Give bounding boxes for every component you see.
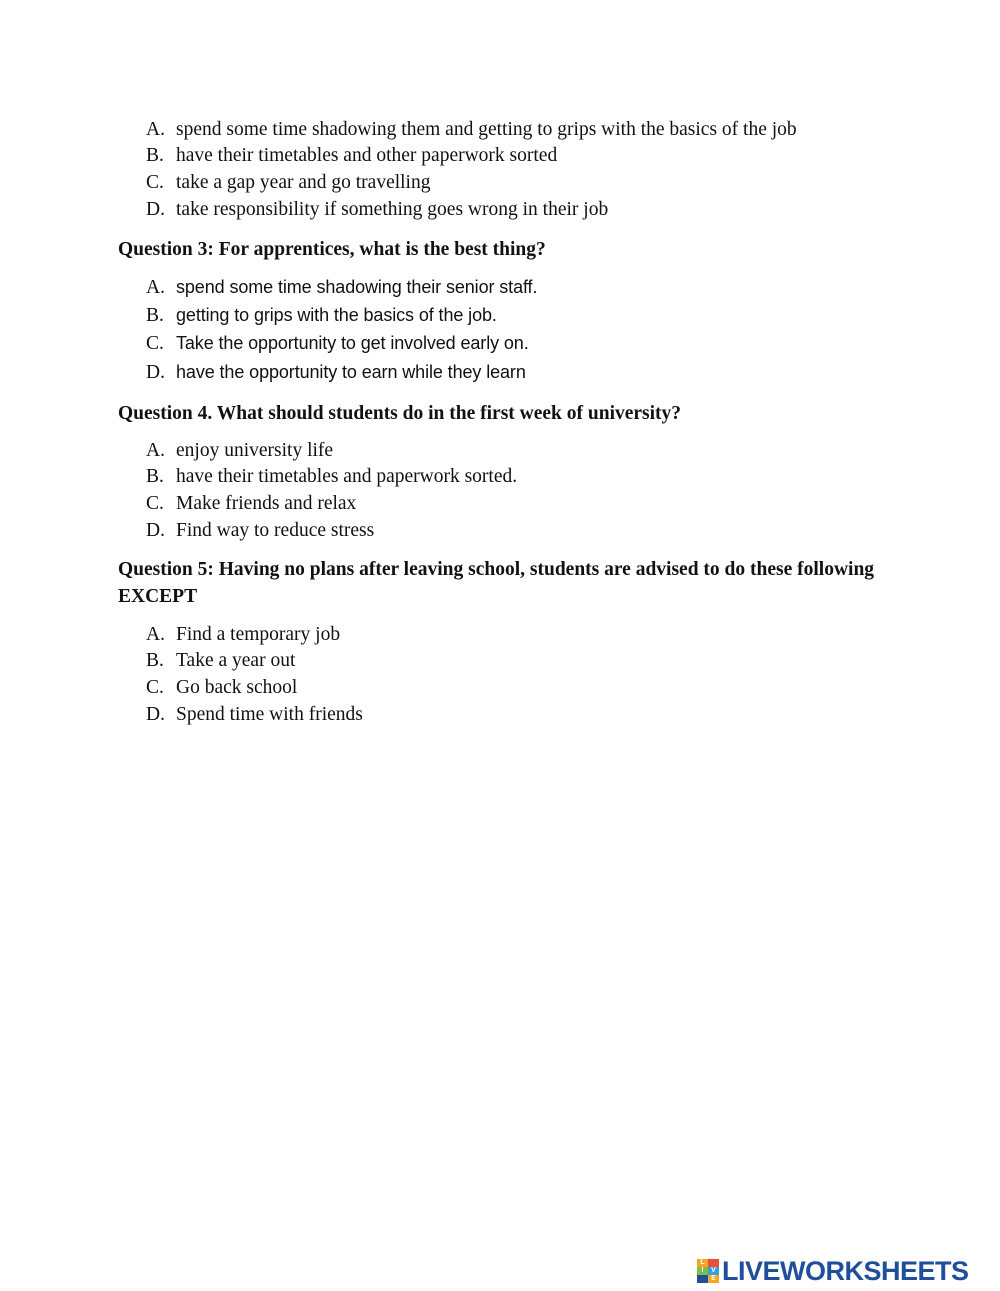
logo-icon-tile: V: [708, 1267, 719, 1275]
option-text: enjoy university life: [176, 440, 334, 461]
option-text: Take the opportunity to get involved early on.: [176, 333, 529, 353]
option-letter: D.: [146, 199, 165, 220]
question-5-title: Question 5: Having no plans after leaving school, students are advised to do these following EXCEPT: [118, 559, 875, 607]
question-3-title: Question 3: For apprentices, what is the best thing?: [118, 239, 546, 260]
option-letter: C.: [146, 493, 164, 514]
option-letter: B.: [146, 650, 164, 671]
option-text: Spend time with friends: [176, 704, 363, 725]
option-letter: C.: [146, 677, 164, 698]
option-text: Take a year out: [176, 650, 296, 671]
logo-icon-tile: E: [708, 1275, 719, 1283]
option-text: Find way to reduce stress: [176, 520, 375, 541]
logo-icon-tile: [708, 1259, 719, 1267]
liveworksheets-logo-icon: [697, 1259, 719, 1283]
option-letter: D.: [146, 362, 165, 383]
option-text: Find a temporary job: [176, 624, 341, 645]
option-text: Make friends and relax: [176, 493, 357, 514]
option-letter: A.: [146, 277, 165, 298]
logo-text: LIVEWORKSHEETS: [722, 1256, 969, 1286]
option-text: take a gap year and go travelling: [176, 172, 431, 193]
logo-icon-tile: I: [697, 1267, 708, 1275]
option-text: have their timetables and paperwork sorted.: [176, 466, 518, 487]
logo-icon-tile: L: [697, 1259, 708, 1267]
option-text: getting to grips with the basics of the job.: [176, 305, 497, 325]
option-letter: C.: [146, 172, 164, 193]
logo-icon-tile: [697, 1275, 708, 1283]
option-letter: B.: [146, 145, 164, 166]
option-text: have their timetables and other paperwork sorted: [176, 145, 558, 166]
option-letter: D.: [146, 704, 165, 725]
option-letter: A.: [146, 624, 165, 645]
option-text: Go back school: [176, 677, 298, 698]
option-letter: B.: [146, 305, 164, 326]
option-letter: A.: [146, 119, 165, 140]
option-text: take responsibility if something goes wrong in their job: [176, 199, 609, 220]
option-letter: A.: [146, 440, 165, 461]
liveworksheets-logo: [697, 1257, 969, 1285]
option-text: spend some time shadowing their senior staff.: [176, 277, 538, 297]
question-4-title: Question 4. What should students do in the first week of university?: [118, 403, 682, 424]
option-letter: C.: [146, 333, 164, 354]
option-letter: D.: [146, 520, 165, 541]
option-text: have the opportunity to earn while they learn: [176, 362, 526, 382]
option-text: spend some time shadowing them and getting to grips with the basics of the job: [176, 119, 797, 140]
option-letter: B.: [146, 466, 164, 487]
